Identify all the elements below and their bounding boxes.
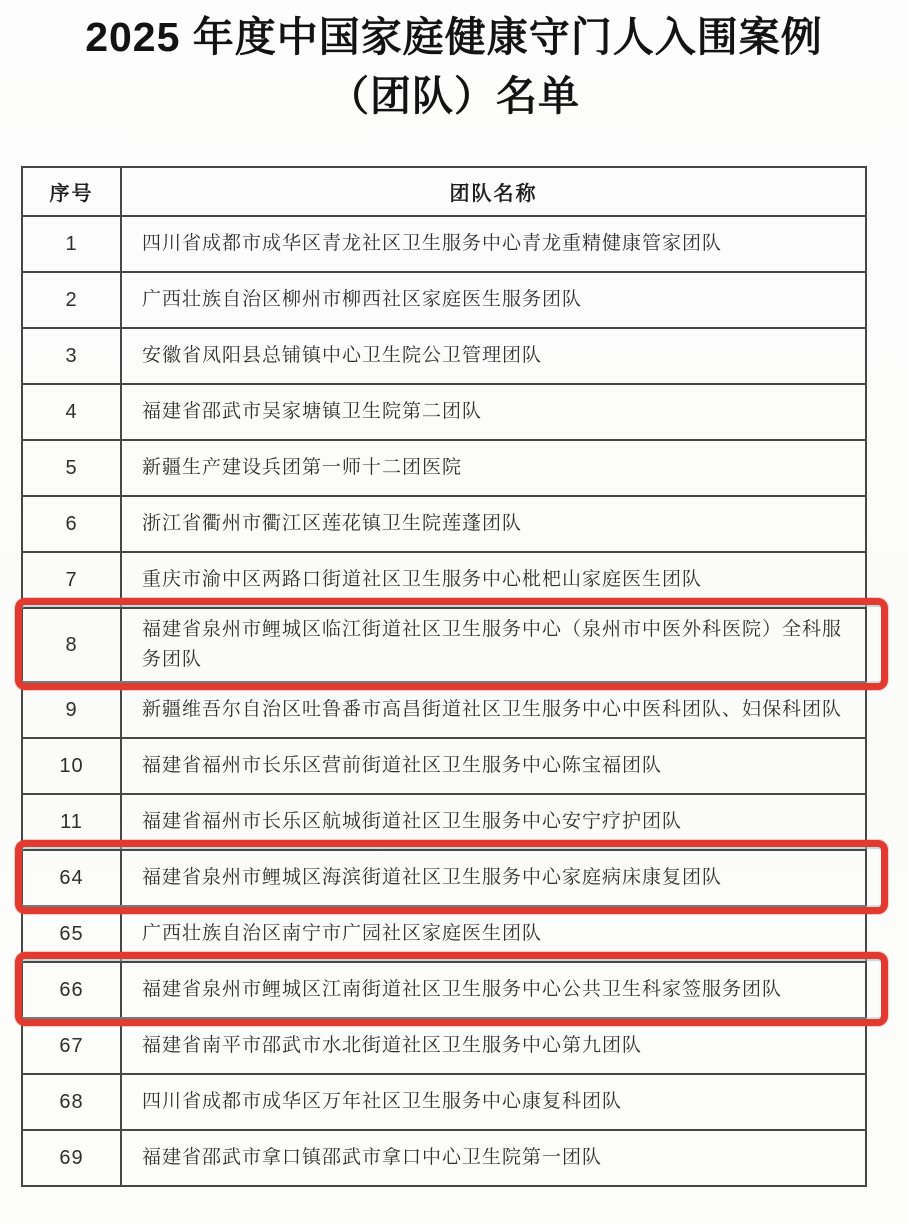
table-row [22, 272, 866, 328]
table-row [22, 1130, 866, 1186]
row-index-cell: 8 [22, 608, 121, 682]
team-name-cell: 新疆维吾尔自治区吐鲁番市高昌街道社区卫生服务中心中医科团队、妇保科团队 [121, 682, 866, 738]
table-row [22, 794, 866, 850]
row-index-cell: 66 [22, 962, 121, 1018]
team-name-cell: 福建省泉州市鲤城区临江街道社区卫生服务中心（泉州市中医外科医院）全科服务团队 [121, 608, 866, 682]
row-index-cell: 68 [22, 1074, 121, 1130]
team-name-cell: 广西壮族自治区南宁市广园社区家庭医生团队 [121, 906, 866, 962]
team-name-cell: 重庆市渝中区两路口街道社区卫生服务中心枇杷山家庭医生团队 [121, 552, 866, 608]
row-index-cell: 1 [22, 216, 121, 272]
table-row [22, 850, 866, 906]
column-header-index: 序号 [22, 167, 121, 216]
row-index-cell: 3 [22, 328, 121, 384]
row-index-cell: 6 [22, 496, 121, 552]
table-row [22, 440, 866, 496]
team-name-cell: 福建省福州市长乐区营前街道社区卫生服务中心陈宝福团队 [121, 738, 866, 794]
row-index-cell: 67 [22, 1018, 121, 1074]
team-name-cell: 福建省泉州市鲤城区江南街道社区卫生服务中心公共卫生科家签服务团队 [121, 962, 866, 1018]
row-index-cell: 7 [22, 552, 121, 608]
row-index-cell: 9 [22, 682, 121, 738]
table-row [22, 216, 866, 272]
table-row [22, 962, 866, 1018]
team-name-cell: 四川省成都市成华区万年社区卫生服务中心康复科团队 [121, 1074, 866, 1130]
table-row [22, 608, 866, 682]
team-name-cell: 福建省邵武市拿口镇邵武市拿口中心卫生院第一团队 [121, 1130, 866, 1186]
row-index-cell: 5 [22, 440, 121, 496]
table-row [22, 1018, 866, 1074]
row-index-cell: 2 [22, 272, 121, 328]
team-name-cell: 广西壮族自治区柳州市柳西社区家庭医生服务团队 [121, 272, 866, 328]
table-row [22, 552, 866, 608]
team-name-cell: 福建省泉州市鲤城区海滨街道社区卫生服务中心家庭病床康复团队 [121, 850, 866, 906]
table-row [22, 1074, 866, 1130]
row-index-cell: 11 [22, 794, 121, 850]
team-name-cell: 新疆生产建设兵团第一师十二团医院 [121, 440, 866, 496]
table-row [22, 682, 866, 738]
table-header-row [22, 167, 866, 216]
page-title-line-1: 2025 年度中国家庭健康守门人入围案例 [85, 14, 823, 60]
page-title [0, 8, 908, 126]
table-row [22, 738, 866, 794]
table-row [22, 906, 866, 962]
page-title-line-2: （团队）名单 [328, 73, 580, 119]
table-row [22, 496, 866, 552]
team-name-cell: 四川省成都市成华区青龙社区卫生服务中心青龙重精健康管家团队 [121, 216, 866, 272]
team-name-cell: 福建省邵武市吴家塘镇卫生院第二团队 [121, 384, 866, 440]
row-index-cell: 10 [22, 738, 121, 794]
team-name-cell: 福建省福州市长乐区航城街道社区卫生服务中心安宁疗护团队 [121, 794, 866, 850]
row-index-cell: 69 [22, 1130, 121, 1186]
team-name-cell: 安徽省凤阳县总铺镇中心卫生院公卫管理团队 [121, 328, 866, 384]
team-name-cell: 浙江省衢州市衢江区莲花镇卫生院莲蓬团队 [121, 496, 866, 552]
row-index-cell: 64 [22, 850, 121, 906]
team-name-cell: 福建省南平市邵武市水北街道社区卫生服务中心第九团队 [121, 1018, 866, 1074]
row-index-cell: 4 [22, 384, 121, 440]
table-row [22, 384, 866, 440]
column-header-team-name: 团队名称 [121, 167, 866, 216]
table-row [22, 328, 866, 384]
row-index-cell: 65 [22, 906, 121, 962]
team-list-table [21, 166, 867, 1187]
